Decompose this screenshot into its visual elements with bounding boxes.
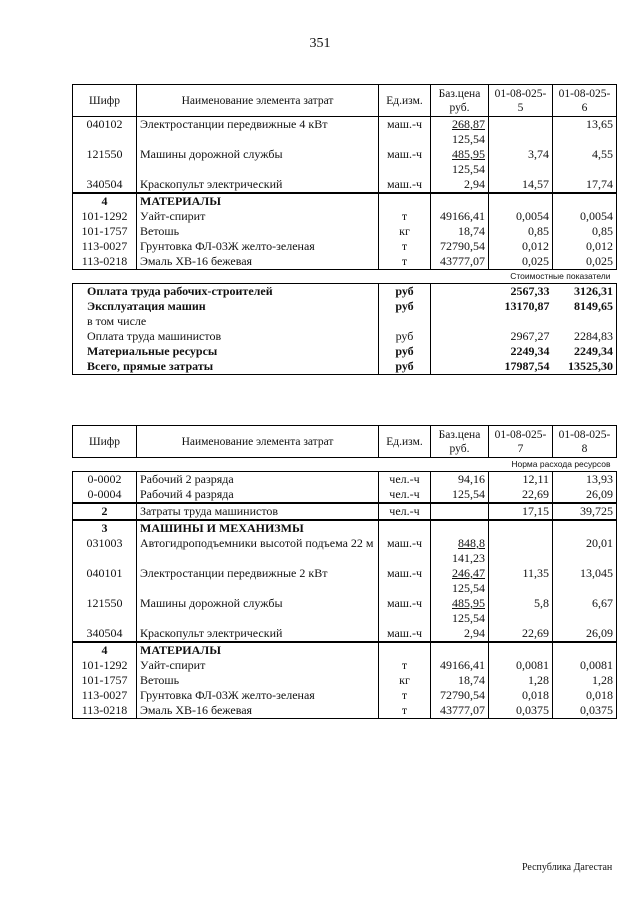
- row-name: Электростанции передвижные 4 кВт: [137, 117, 379, 148]
- row-code: 2: [73, 503, 137, 520]
- cost-indicators-row: [73, 270, 617, 284]
- row-price: 72790,54: [431, 239, 489, 254]
- section-title: МАТЕРИАЛЫ: [137, 193, 379, 209]
- row-name: Затраты труда машинистов: [137, 503, 379, 520]
- price-value-2: 125,54: [452, 611, 485, 625]
- section-code: 3: [73, 520, 137, 536]
- row-value-2: 1,28: [553, 673, 617, 688]
- header-code: Шифр: [73, 426, 137, 458]
- resource-table-1: [72, 84, 617, 375]
- table-row: [73, 239, 617, 254]
- row-name: Краскопульт электрический: [137, 626, 379, 642]
- row-code: 121550: [73, 147, 137, 177]
- row-value-2: 0,0375: [553, 703, 617, 719]
- row-value-1: [489, 117, 553, 148]
- table-row: [73, 254, 617, 270]
- row-name: Краскопульт электрический: [137, 177, 379, 193]
- table-row: [73, 209, 617, 224]
- row-price: [431, 117, 489, 148]
- norm-label: Норма расхода ресурсов: [73, 458, 617, 472]
- row-name: Грунтовка ФЛ-03Ж желто-зеленая: [137, 239, 379, 254]
- section-title: МАШИНЫ И МЕХАНИЗМЫ: [137, 520, 379, 536]
- row-value-2: 13,93: [553, 472, 617, 488]
- summary-name: Материальные ресурсы: [73, 344, 379, 359]
- row-value-2: 13,65: [553, 117, 617, 148]
- row-value-1: 0,0054: [489, 209, 553, 224]
- row-value-2: 0,85: [553, 224, 617, 239]
- header-col2: 01-08-025-6: [553, 85, 617, 117]
- row-value-2: 0,025: [553, 254, 617, 270]
- row-value-1: 0,025: [489, 254, 553, 270]
- summary-value-2: 13525,30: [553, 359, 617, 375]
- row-code: 340504: [73, 626, 137, 642]
- summary-value-1: 2249,34: [510, 344, 550, 358]
- machinist-row: [73, 503, 617, 520]
- summary-unit: [379, 314, 431, 329]
- row-price: 43777,07: [431, 703, 489, 719]
- row-value-2: 0,0081: [553, 658, 617, 673]
- row-value-1: 14,57: [489, 177, 553, 193]
- summary-unit: руб: [379, 359, 431, 375]
- summary-name: Оплата труда машинистов: [73, 329, 379, 344]
- row-code: 101-1757: [73, 224, 137, 239]
- summary-value-2: [553, 314, 617, 329]
- row-value-1: 0,018: [489, 688, 553, 703]
- row-price: 49166,41: [431, 658, 489, 673]
- summary-value-2: 3126,31: [553, 284, 617, 300]
- page-number: 351: [309, 36, 331, 51]
- price-value-2: 125,54: [452, 162, 485, 176]
- table-row: [73, 596, 617, 626]
- row-code: 113-0027: [73, 239, 137, 254]
- row-code: 0-0004: [73, 487, 137, 503]
- table-row: [73, 536, 617, 566]
- row-value-1: 3,74: [489, 147, 553, 177]
- summary-value-2: 2249,34: [553, 344, 617, 359]
- resource-table-2: [72, 425, 617, 719]
- row-price: 2,94: [431, 177, 489, 193]
- summary-name: в том числе: [73, 314, 379, 329]
- row-unit: т: [379, 209, 431, 224]
- row-price: [431, 536, 489, 566]
- price-value-2: 141,23: [452, 551, 485, 565]
- price-value: 485,95: [452, 147, 485, 161]
- row-name: Электростанции передвижные 2 кВт: [137, 566, 379, 596]
- row-name: Ветошь: [137, 224, 379, 239]
- table-row: [73, 472, 617, 488]
- row-name: Уайт-спирит: [137, 209, 379, 224]
- summary-unit: руб: [379, 284, 431, 300]
- row-unit: т: [379, 239, 431, 254]
- row-value-1: 5,8: [489, 596, 553, 626]
- row-name: Автогидроподъемники высотой подъема 22 м: [137, 536, 379, 566]
- row-price: 43777,07: [431, 254, 489, 270]
- row-code: 101-1292: [73, 209, 137, 224]
- cost-indicators-label: Стоимостные показатели: [73, 270, 617, 284]
- row-code: 113-0027: [73, 688, 137, 703]
- section-row-materials: [73, 193, 617, 209]
- row-value-1: [489, 536, 553, 566]
- row-name: Грунтовка ФЛ-03Ж желто-зеленая: [137, 688, 379, 703]
- norm-label-row: [73, 458, 617, 472]
- row-code: 040101: [73, 566, 137, 596]
- row-unit: т: [379, 658, 431, 673]
- row-value-2: 0,012: [553, 239, 617, 254]
- row-code: 113-0218: [73, 703, 137, 719]
- summary-unit: руб: [379, 344, 431, 359]
- row-unit: т: [379, 688, 431, 703]
- row-unit: кг: [379, 673, 431, 688]
- summary-value-1: [489, 314, 553, 329]
- row-price: 94,16: [431, 472, 489, 488]
- row-unit: т: [379, 703, 431, 719]
- row-value-2: 6,67: [553, 596, 617, 626]
- summary-value-2: 2284,83: [553, 329, 617, 344]
- row-value-2: 4,55: [553, 147, 617, 177]
- row-name: Машины дорожной службы: [137, 596, 379, 626]
- row-price: 2,94: [431, 626, 489, 642]
- row-code: 031003: [73, 536, 137, 566]
- table-row: [73, 658, 617, 673]
- row-code: 101-1292: [73, 658, 137, 673]
- header-unit: Ед.изм.: [379, 426, 431, 458]
- summary-value-1: 13170,87: [504, 299, 550, 313]
- table-row: [73, 673, 617, 688]
- header-col1: 01-08-025-7: [489, 426, 553, 458]
- row-price: 18,74: [431, 673, 489, 688]
- header-col1: 01-08-025-5: [489, 85, 553, 117]
- row-price: [431, 503, 489, 520]
- summary-row: [73, 359, 617, 375]
- summary-value-1: 2567,33: [510, 284, 550, 298]
- row-value-2: 0,018: [553, 688, 617, 703]
- row-price: 18,74: [431, 224, 489, 239]
- header-col2: 01-08-025-8: [553, 426, 617, 458]
- row-value-2: 20,01: [553, 536, 617, 566]
- row-value-2: 26,09: [553, 487, 617, 503]
- row-price: 72790,54: [431, 688, 489, 703]
- row-code: 121550: [73, 596, 137, 626]
- row-price: 125,54: [431, 487, 489, 503]
- summary-name: Всего, прямые затраты: [73, 359, 379, 375]
- header-price: Баз.цена руб.: [431, 426, 489, 458]
- row-price: 49166,41: [431, 209, 489, 224]
- row-code: 040102: [73, 117, 137, 148]
- row-name: Рабочий 4 разряда: [137, 487, 379, 503]
- header-unit: Ед.изм.: [379, 85, 431, 117]
- table-row: [73, 117, 617, 148]
- row-code: 113-0218: [73, 254, 137, 270]
- row-unit: маш.-ч: [379, 117, 431, 148]
- row-value-1: 0,0081: [489, 658, 553, 673]
- row-unit: т: [379, 254, 431, 270]
- summary-row: [73, 344, 617, 359]
- row-value-1: 17,15: [489, 503, 553, 520]
- section-title: МАТЕРИАЛЫ: [137, 642, 379, 658]
- row-unit: маш.-ч: [379, 147, 431, 177]
- row-value-2: 39,725: [553, 503, 617, 520]
- row-value-1: 0,0375: [489, 703, 553, 719]
- row-unit: чел.-ч: [379, 487, 431, 503]
- price-value-2: 125,54: [452, 132, 485, 146]
- row-price: [431, 147, 489, 177]
- row-name: Эмаль ХВ-16 бежевая: [137, 254, 379, 270]
- header-name: Наименование элемента затрат: [137, 426, 379, 458]
- row-code: 340504: [73, 177, 137, 193]
- row-value-1: 1,28: [489, 673, 553, 688]
- row-code: 0-0002: [73, 472, 137, 488]
- row-value-2: 26,09: [553, 626, 617, 642]
- table-row: [73, 626, 617, 642]
- row-value-2: 13,045: [553, 566, 617, 596]
- row-code: 101-1757: [73, 673, 137, 688]
- row-value-1: 22,69: [489, 626, 553, 642]
- summary-row: [73, 299, 617, 314]
- row-unit: маш.-ч: [379, 596, 431, 626]
- table-row: [73, 688, 617, 703]
- price-value: 848,8: [458, 536, 485, 550]
- row-unit: маш.-ч: [379, 626, 431, 642]
- row-price: [431, 566, 489, 596]
- header-price: Баз.цена руб.: [431, 85, 489, 117]
- header-name: Наименование элемента затрат: [137, 85, 379, 117]
- section-row-machines: [73, 520, 617, 536]
- summary-row: [73, 329, 617, 344]
- summary-name: Эксплуатация машин: [73, 299, 379, 314]
- row-value-2: 0,0054: [553, 209, 617, 224]
- summary-name: Оплата труда рабочих-строителей: [73, 284, 379, 300]
- row-unit: чел.-ч: [379, 472, 431, 488]
- section-row-materials: [73, 642, 617, 658]
- row-value-1: 22,69: [489, 487, 553, 503]
- table-row: [73, 224, 617, 239]
- table-row: [73, 703, 617, 719]
- row-value-1: 0,85: [489, 224, 553, 239]
- summary-value-2: 8149,65: [553, 299, 617, 314]
- summary-unit: руб: [379, 299, 431, 314]
- row-value-1: 0,012: [489, 239, 553, 254]
- table-row: [73, 566, 617, 596]
- row-name: Эмаль ХВ-16 бежевая: [137, 703, 379, 719]
- price-value: 485,95: [452, 596, 485, 610]
- row-unit: маш.-ч: [379, 566, 431, 596]
- price-value: 246,47: [452, 566, 485, 580]
- row-value-1: 11,35: [489, 566, 553, 596]
- row-name: Машины дорожной службы: [137, 147, 379, 177]
- row-unit: маш.-ч: [379, 177, 431, 193]
- section-code: 4: [73, 193, 137, 209]
- row-value-2: 17,74: [553, 177, 617, 193]
- row-name: Уайт-спирит: [137, 658, 379, 673]
- table-row: [73, 147, 617, 177]
- summary-value-1: 17987,54: [489, 359, 553, 375]
- price-value: 268,87: [452, 117, 485, 131]
- row-unit: маш.-ч: [379, 536, 431, 566]
- header-code: Шифр: [73, 85, 137, 117]
- summary-value-1: 2967,27: [510, 329, 550, 343]
- price-value-2: 125,54: [452, 581, 485, 595]
- summary-unit: руб: [379, 329, 431, 344]
- section-code: 4: [73, 642, 137, 658]
- table-row: [73, 177, 617, 193]
- row-unit: кг: [379, 224, 431, 239]
- row-price: [431, 596, 489, 626]
- row-name: Рабочий 2 разряда: [137, 472, 379, 488]
- row-unit: чел.-ч: [379, 503, 431, 520]
- row-name: Ветошь: [137, 673, 379, 688]
- row-value-1: 12,11: [489, 472, 553, 488]
- summary-row: [73, 284, 617, 300]
- footer-region: Республика Дагестан: [522, 862, 613, 873]
- summary-row: [73, 314, 617, 329]
- table-row: [73, 487, 617, 503]
